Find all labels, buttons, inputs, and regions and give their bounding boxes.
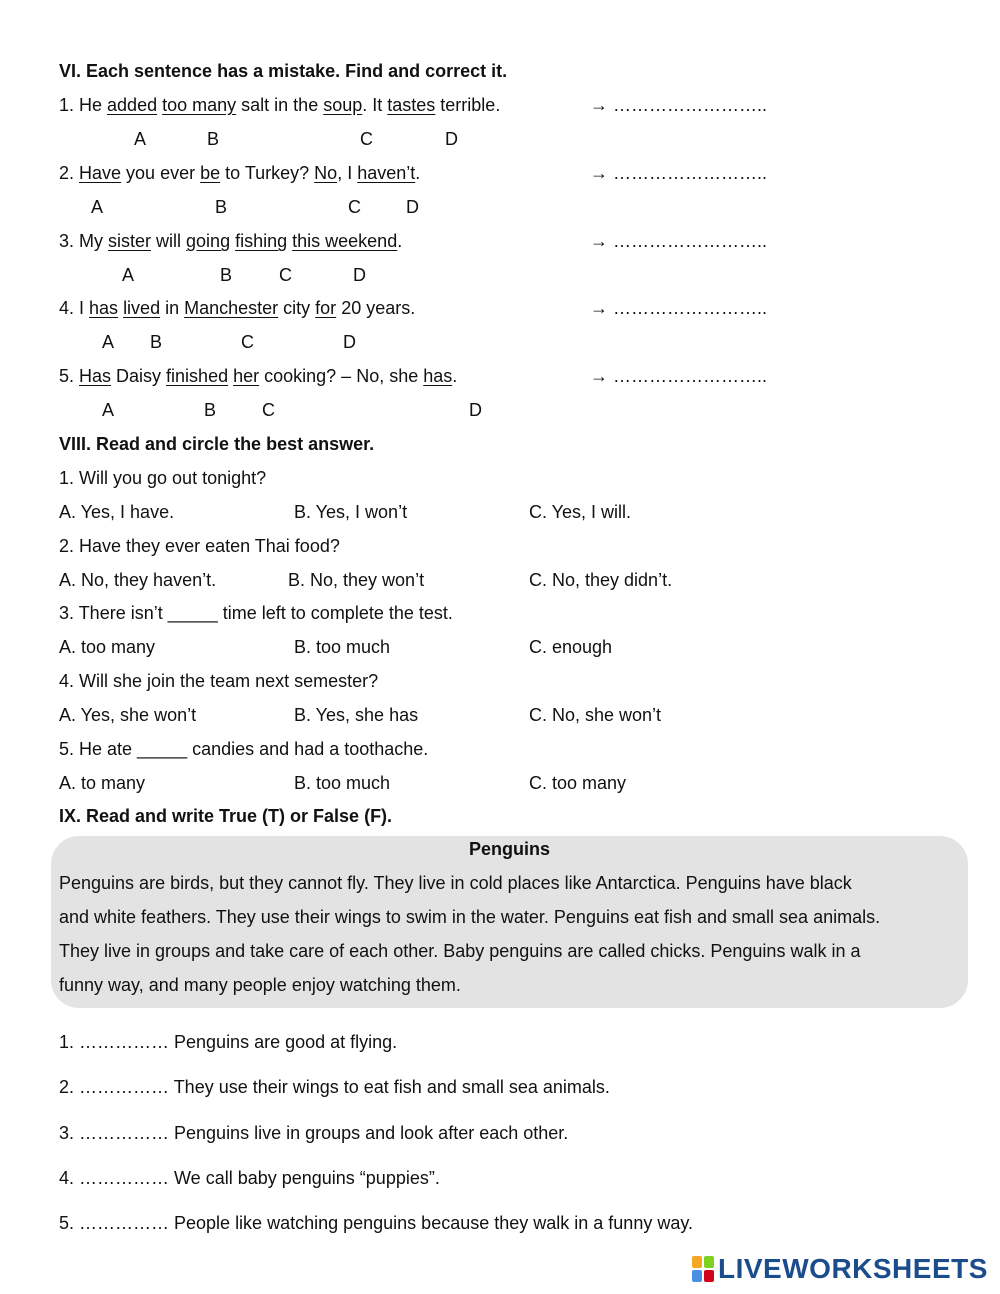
- q-text: 5.: [59, 366, 80, 386]
- passage-line: and white feathers. They use their wings to swim in the water. Penguins eat fish and small sea animals.: [59, 907, 881, 927]
- letter-c: C: [262, 400, 275, 420]
- option-c-word[interactable]: Manchester: [184, 298, 279, 318]
- logo-square: [704, 1270, 714, 1282]
- option-c-word[interactable]: No: [314, 163, 338, 183]
- arrow-icon: →: [590, 163, 608, 183]
- mc-option-c[interactable]: C. Yes, I will.: [529, 502, 632, 522]
- letter-a: A: [134, 129, 147, 149]
- q-text: .: [452, 366, 458, 386]
- letter-d: D: [353, 265, 366, 285]
- mc-option-b[interactable]: B. No, they won’t: [288, 570, 425, 590]
- arrow-icon: →: [590, 366, 608, 386]
- letter-c: C: [279, 265, 292, 285]
- letter-b: B: [220, 265, 233, 285]
- option-b-word[interactable]: finished: [166, 366, 229, 386]
- tf-statement-4[interactable]: 4. …………… We call baby penguins “puppies”.: [59, 1168, 440, 1188]
- s6-question-4: [59, 298, 415, 319]
- q-text: cooking? – No, she: [259, 366, 424, 386]
- section-6-heading: VI. Each sentence has a mistake. Find and correct it.: [59, 61, 508, 81]
- letter-d: D: [406, 197, 419, 217]
- answer-blank-3[interactable]: ……………………..: [613, 231, 768, 251]
- mc-question-5: 5. He ate _____ candies and had a toothache.: [59, 739, 429, 759]
- option-d-word[interactable]: has: [423, 366, 453, 386]
- option-b-word[interactable]: be: [200, 163, 221, 183]
- q-text: 1. He: [59, 95, 108, 115]
- answer-blank-1[interactable]: ……………………..: [613, 95, 768, 115]
- mc-option-b[interactable]: B. too much: [294, 637, 391, 657]
- mc-option-c[interactable]: C. enough: [529, 637, 613, 657]
- q-text: salt in the: [236, 95, 324, 115]
- mc-option-c[interactable]: C. too many: [529, 773, 627, 793]
- option-b-word[interactable]: lived: [123, 298, 161, 318]
- q-text: .: [415, 163, 421, 183]
- q-text: 3. My: [59, 231, 109, 251]
- option-d-word[interactable]: haven’t: [357, 163, 416, 183]
- section-8-heading: VIII. Read and circle the best answer.: [59, 434, 375, 454]
- s6-question-1: [59, 95, 500, 116]
- mc-option-a[interactable]: A. to many: [59, 773, 146, 793]
- letter-a: A: [102, 332, 115, 352]
- option-a-word[interactable]: sister: [108, 231, 152, 251]
- q-text: in: [160, 298, 185, 318]
- letter-d: D: [469, 400, 482, 420]
- option-c-word[interactable]: her: [233, 366, 260, 386]
- q-text: , I: [337, 163, 358, 183]
- letter-c: C: [360, 129, 373, 149]
- option-a-word[interactable]: Have: [79, 163, 122, 183]
- mc-option-b[interactable]: B. too much: [294, 773, 391, 793]
- passage-line: Penguins are birds, but they cannot fly. They live in cold places like Antarctica. Penguins have black: [59, 873, 852, 893]
- mc-question-3: 3. There isn’t _____ time left to complete the test.: [59, 603, 453, 623]
- option-d-word[interactable]: for: [315, 298, 337, 318]
- q-text: will: [151, 231, 187, 251]
- mc-question-4: 4. Will she join the team next semester?: [59, 671, 379, 691]
- reading-passage: [51, 836, 968, 1008]
- answer-blank-2[interactable]: ……………………..: [613, 163, 768, 183]
- arrow-icon: →: [590, 231, 608, 251]
- letter-b: B: [207, 129, 220, 149]
- option-b-word[interactable]: going: [186, 231, 231, 251]
- mc-option-c[interactable]: C. No, they didn’t.: [529, 570, 673, 590]
- q-text: 20 years.: [336, 298, 416, 318]
- mc-question-2: 2. Have they ever eaten Thai food?: [59, 536, 340, 556]
- answer-blank-4[interactable]: ……………………..: [613, 298, 768, 318]
- option-a-word[interactable]: added: [107, 95, 158, 115]
- mc-option-c[interactable]: C. No, she won’t: [529, 705, 662, 725]
- letter-d: D: [445, 129, 458, 149]
- letter-b: B: [204, 400, 217, 420]
- mc-option-a[interactable]: A. No, they haven’t.: [59, 570, 217, 590]
- q-text: 2.: [59, 163, 80, 183]
- letter-c: C: [241, 332, 254, 352]
- option-d-word[interactable]: this weekend: [292, 231, 398, 251]
- letter-c: C: [348, 197, 361, 217]
- q-text: city: [278, 298, 316, 318]
- logo-text: LIVEWORKSHEETS: [718, 1253, 988, 1284]
- tf-statement-1[interactable]: 1. …………… Penguins are good at flying.: [59, 1032, 398, 1052]
- option-c-word[interactable]: fishing: [235, 231, 288, 251]
- letter-a: A: [102, 400, 115, 420]
- q-text: you ever: [121, 163, 201, 183]
- answer-blank-5[interactable]: ……………………..: [613, 366, 768, 386]
- letter-a: A: [91, 197, 104, 217]
- q-text: .: [397, 231, 403, 251]
- passage-line: funny way, and many people enjoy watching them.: [59, 975, 461, 995]
- mc-option-a[interactable]: A. too many: [59, 637, 156, 657]
- q-text: terrible.: [435, 95, 501, 115]
- s6-question-5: [59, 366, 457, 387]
- passage-title: Penguins: [468, 839, 550, 859]
- logo-square: [692, 1256, 702, 1268]
- passage-line: They live in groups and take care of each other. Baby penguins are called chicks. Penguins walk in a: [59, 941, 861, 961]
- s6-question-3: [59, 231, 402, 252]
- tf-statement-5[interactable]: 5. …………… People like watching penguins because they walk in a funny way.: [59, 1213, 693, 1233]
- s6-question-2: [59, 163, 420, 184]
- q-text: to Turkey?: [220, 163, 315, 183]
- logo-icon: [692, 1256, 714, 1282]
- logo-square: [692, 1270, 702, 1282]
- liveworksheets-logo[interactable]: [692, 1252, 988, 1286]
- arrow-icon: →: [590, 95, 608, 115]
- option-d-word[interactable]: tastes: [387, 95, 436, 115]
- option-a-word[interactable]: Has: [79, 366, 112, 386]
- mc-option-b[interactable]: B. Yes, I won’t: [294, 502, 408, 522]
- mc-option-a[interactable]: A. Yes, I have.: [59, 502, 175, 522]
- option-b-word[interactable]: too many: [162, 95, 237, 115]
- letter-b: B: [215, 197, 228, 217]
- mc-option-b[interactable]: B. Yes, she has: [294, 705, 419, 725]
- logo-square: [704, 1256, 714, 1268]
- q-text: Daisy: [111, 366, 167, 386]
- q-text: . It: [362, 95, 388, 115]
- letter-a: A: [122, 265, 135, 285]
- section-9-heading: IX. Read and write True (T) or False (F).: [59, 806, 393, 826]
- letter-b: B: [150, 332, 163, 352]
- option-c-word[interactable]: soup: [323, 95, 363, 115]
- letter-d: D: [343, 332, 356, 352]
- arrow-icon: →: [590, 298, 608, 318]
- mc-question-1: 1. Will you go out tonight?: [59, 468, 267, 488]
- tf-statement-3[interactable]: 3. …………… Penguins live in groups and look after each other.: [59, 1123, 569, 1143]
- tf-statement-2[interactable]: 2. …………… They use their wings to eat fish and small sea animals.: [59, 1077, 610, 1097]
- option-a-word[interactable]: has: [89, 298, 119, 318]
- q-text: 4. I: [59, 298, 90, 318]
- mc-option-a[interactable]: A. Yes, she won’t: [59, 705, 197, 725]
